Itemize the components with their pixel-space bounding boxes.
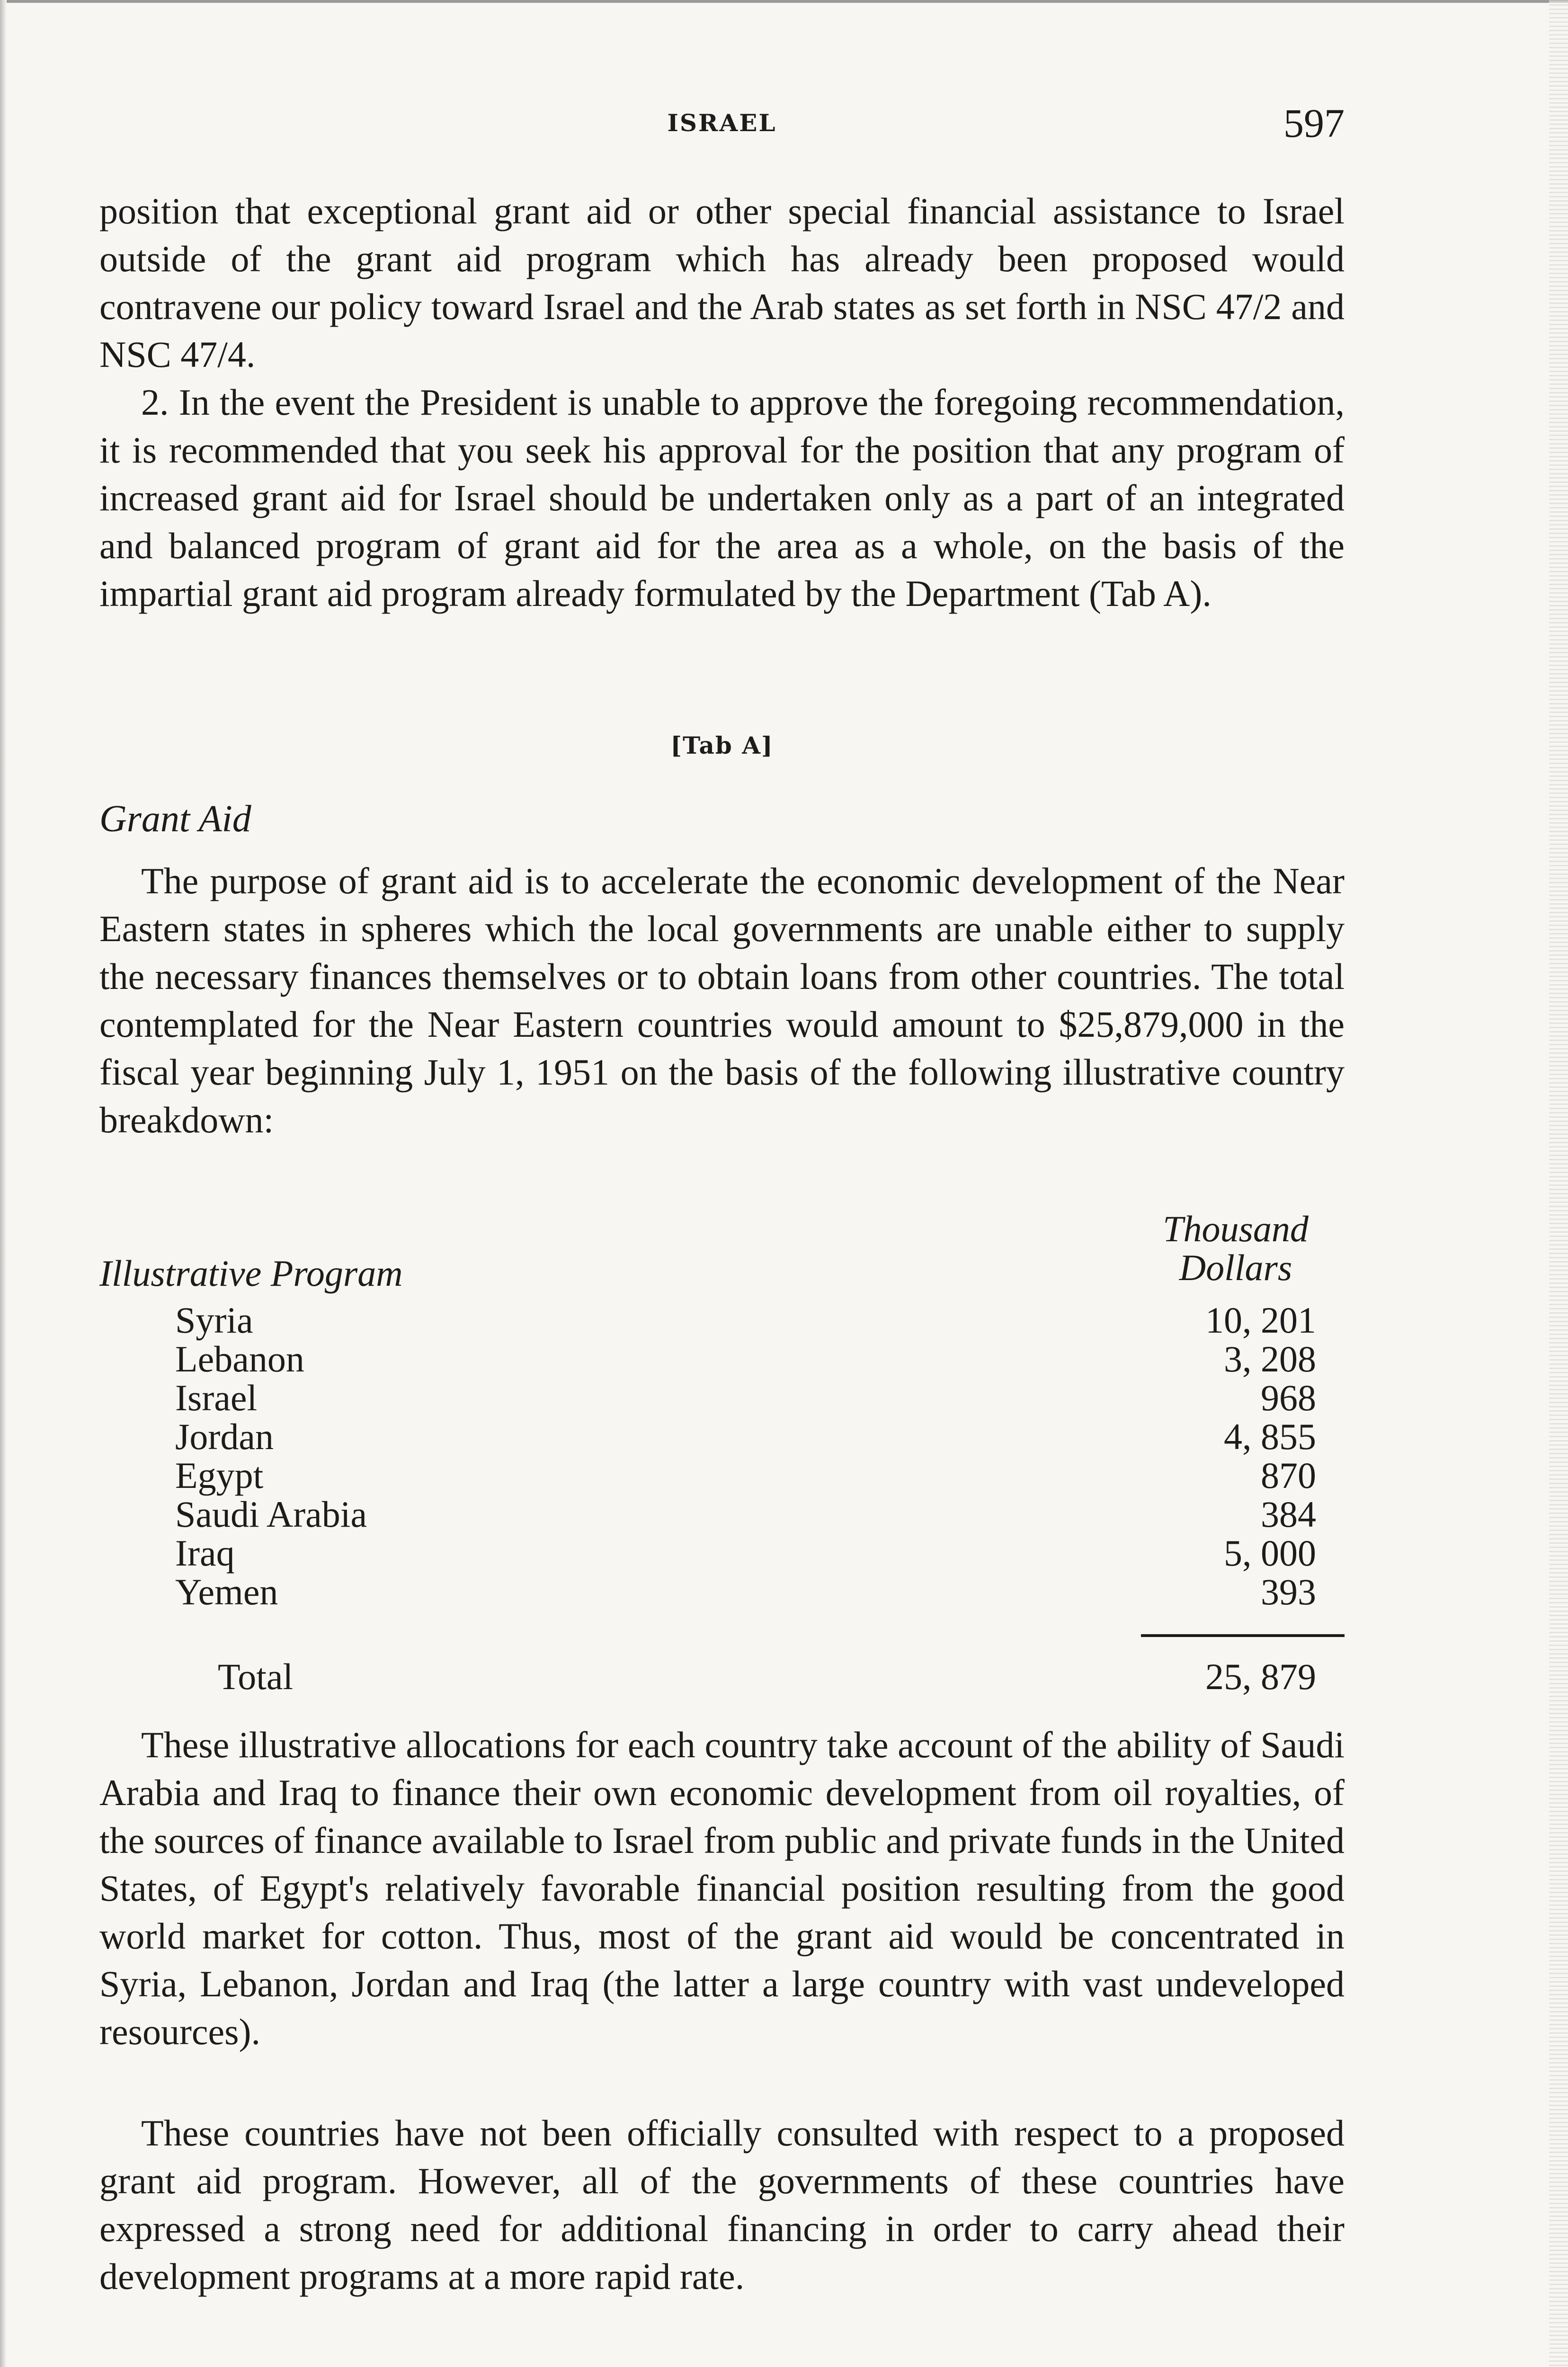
- allocation-table: [175, 1301, 1316, 1611]
- table-row-amount: 5, 000: [1224, 1532, 1316, 1574]
- page-top-edge: [0, 0, 1568, 3]
- table-header-program: Illustrative Program: [99, 1253, 403, 1294]
- table-row-amount: 4, 855: [1224, 1416, 1316, 1457]
- table-header-amount-line1: Thousand: [1163, 1208, 1309, 1249]
- paragraph-consultation: These countries have not been officially consulted with respect to a proposed grant aid program. However, all of the governments of these countries have expressed a strong need for additional financing in order to carry ahead their development programs at a more rapid rate.: [99, 2112, 1345, 2297]
- table-header-amount: [1127, 1210, 1345, 1287]
- table-row: [175, 1340, 1316, 1379]
- table-row-country: Iraq: [175, 1532, 235, 1574]
- page-right-edge: [1549, 0, 1568, 2367]
- table-row-country: Syria: [175, 1299, 253, 1341]
- table-row-country: Yemen: [175, 1571, 278, 1612]
- table-row-amount: 3, 208: [1224, 1338, 1316, 1379]
- table-row-country: Egypt: [175, 1455, 264, 1496]
- table-row-amount: 870: [1261, 1455, 1316, 1496]
- table-row-amount: 10, 201: [1205, 1299, 1316, 1341]
- table-row: [175, 1301, 1316, 1340]
- total-label: Total: [218, 1656, 294, 1697]
- table-row-country: Lebanon: [175, 1338, 304, 1379]
- table-row-amount: 968: [1261, 1377, 1316, 1418]
- table-header-amount-line2: Dollars: [1179, 1247, 1292, 1288]
- page-header: [99, 99, 1345, 147]
- paragraph-allocations: These illustrative allocations for each country take account of the ability of Saudi Arabia and Iraq to finance their own economic development from oil royalties, of the sources of finance available to Israel from public and private funds in the United States, of Egypt's relatively favorable financial position resulting from the good world market for cotton. Thus, most of the grant aid would be concentrated in Syria, Lebanon, Jordan and Iraq (the latter a large country with vast undeveloped resources).: [99, 1724, 1345, 2052]
- table-row: [175, 1379, 1316, 1417]
- total-value: 25, 879: [1205, 1656, 1316, 1697]
- table-row-country: Israel: [175, 1377, 258, 1418]
- page-left-edge: [0, 0, 7, 2367]
- paragraph-grant-aid-purpose: The purpose of grant aid is to accelerate the economic development of the Near Eastern states in spheres which the local governments are unable either to supply the necessary finances themselves or to obtain loans from other countries. The total contemplated for the Near Eastern countries would amount to $25,879,000 in the fiscal year beginning July 1, 1951 on the basis of the following illustrative country breakdown:: [99, 860, 1345, 1140]
- total-rule: [1141, 1634, 1345, 1637]
- table-row: [175, 1573, 1316, 1611]
- table-row-country: Jordan: [175, 1416, 274, 1457]
- table-row: [175, 1456, 1316, 1495]
- page-number: 597: [1283, 100, 1345, 146]
- paragraph-recommendation-2: 2. In the event the President is unable to approve the foregoing recommendation, it is recommended that you seek his approval for the position that any program of increased grant aid for Israel should be undertaken only as a part of an integrated and balanced program of grant aid for the area as a whole, on the basis of the impartial grant aid program already formulated by the Department (Tab A).: [99, 382, 1345, 614]
- table-row: [175, 1495, 1316, 1534]
- table-row: [175, 1417, 1316, 1456]
- paragraph-continuation: position that exceptional grant aid or other special financial assistance to Israel outside of the grant aid program which has already been proposed would contravene our policy toward Israel and the Arab states as set forth in NSC 47/2 and NSC 47/4.: [99, 190, 1345, 375]
- tab-label: [Tab A]: [670, 731, 774, 759]
- table-row-amount: 384: [1261, 1494, 1316, 1535]
- table-row-country: Saudi Arabia: [175, 1494, 367, 1535]
- running-head: ISRAEL: [667, 109, 777, 137]
- section-heading: Grant Aid: [99, 798, 251, 840]
- table-row-amount: 393: [1261, 1571, 1316, 1612]
- table-row: [175, 1534, 1316, 1573]
- table-total-row: [218, 1657, 1316, 1697]
